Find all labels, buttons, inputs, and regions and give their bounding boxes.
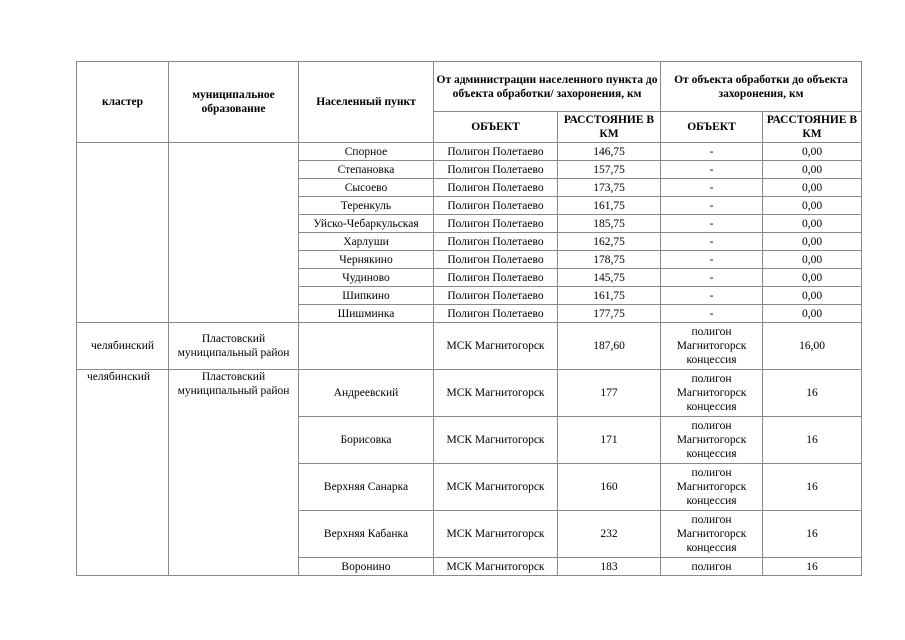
cell-distance-1: 145,75 xyxy=(558,269,661,287)
cell-object-1: МСК Магнитогорск xyxy=(434,558,558,576)
cell-settlement: Воронино xyxy=(299,558,434,576)
cell-object-2: - xyxy=(661,143,763,161)
table-row xyxy=(77,370,862,417)
cell-distance-1: 177 xyxy=(558,370,661,417)
cell-distance-2: 16 xyxy=(763,370,862,417)
cell-distance-2: 0,00 xyxy=(763,143,862,161)
table-row xyxy=(77,143,862,161)
cell-distance-1: 185,75 xyxy=(558,215,661,233)
cell-distance-2: 0,00 xyxy=(763,161,862,179)
cell-municipality: Пластовский муниципальный район xyxy=(169,370,299,576)
cell-distance-2: 0,00 xyxy=(763,287,862,305)
cell-distance-1: 177,75 xyxy=(558,305,661,323)
cell-object-1: Полигон Полетаево xyxy=(434,251,558,269)
cell-object-2: полигон Магнитогорск концессия xyxy=(661,511,763,558)
cell-distance-1: 171 xyxy=(558,417,661,464)
cell-settlement: Андреевский xyxy=(299,370,434,417)
cell-object-1: Полигон Полетаево xyxy=(434,233,558,251)
cell-municipality xyxy=(169,143,299,323)
cell-distance-1: 183 xyxy=(558,558,661,576)
cell-distance-2: 16 xyxy=(763,417,862,464)
cell-object-1: Полигон Полетаево xyxy=(434,215,558,233)
cell-settlement: Борисовка xyxy=(299,417,434,464)
cell-distance-2: 16 xyxy=(763,511,862,558)
header-cluster: кластер xyxy=(77,62,169,143)
cell-object-1: МСК Магнитогорск xyxy=(434,417,558,464)
cell-object-1: Полигон Полетаево xyxy=(434,143,558,161)
cell-object-2: - xyxy=(661,197,763,215)
cell-cluster xyxy=(77,143,169,323)
cell-object-2: - xyxy=(661,215,763,233)
cell-object-2: полигон Магнитогорск концессия xyxy=(661,323,763,370)
header-municipality: муниципальное образование xyxy=(169,62,299,143)
cell-settlement: Спорное xyxy=(299,143,434,161)
cell-distance-2: 0,00 xyxy=(763,305,862,323)
cell-settlement: Теренкуль xyxy=(299,197,434,215)
cell-object-1: Полигон Полетаево xyxy=(434,179,558,197)
cell-settlement: Шипкино xyxy=(299,287,434,305)
cell-settlement: Верхняя Санарка xyxy=(299,464,434,511)
cell-object-1: Полигон Полетаево xyxy=(434,161,558,179)
cell-distance-2: 16,00 xyxy=(763,323,862,370)
cell-settlement: Харлуши xyxy=(299,233,434,251)
cell-distance-1: 162,75 xyxy=(558,233,661,251)
cell-object-1: МСК Магнитогорск xyxy=(434,370,558,417)
cell-cluster: челябинский xyxy=(77,323,169,370)
cell-distance-1: 187,60 xyxy=(558,323,661,370)
cell-object-1: МСК Магнитогорск xyxy=(434,464,558,511)
cell-object-2: полигон xyxy=(661,558,763,576)
distance-table xyxy=(76,61,862,576)
header-object-2: ОБЪЕКТ xyxy=(661,112,763,143)
cell-settlement: Верхняя Кабанка xyxy=(299,511,434,558)
cell-settlement: Чудиново xyxy=(299,269,434,287)
cell-object-1: МСК Магнитогорск xyxy=(434,323,558,370)
header-group-processing-to-burial: От объекта обработки до объекта захоронения, км xyxy=(661,62,862,112)
header-distance-1: РАССТОЯНИЕ В КМ xyxy=(558,112,661,143)
cell-object-2: - xyxy=(661,287,763,305)
cell-distance-2: 0,00 xyxy=(763,233,862,251)
cell-settlement: Сысоево xyxy=(299,179,434,197)
cell-distance-1: 161,75 xyxy=(558,197,661,215)
header-settlement: Населенный пункт xyxy=(299,62,434,143)
cell-distance-2: 0,00 xyxy=(763,215,862,233)
cell-settlement: Степановка xyxy=(299,161,434,179)
cell-object-1: МСК Магнитогорск xyxy=(434,511,558,558)
cell-object-2: - xyxy=(661,161,763,179)
cell-distance-1: 178,75 xyxy=(558,251,661,269)
cell-object-2: - xyxy=(661,251,763,269)
header-group-admin-to-processing: От администрации населенного пункта до объекта обработки/ захоронения, км xyxy=(434,62,661,112)
cell-object-1: Полигон Полетаево xyxy=(434,197,558,215)
cell-distance-1: 146,75 xyxy=(558,143,661,161)
cell-distance-2: 0,00 xyxy=(763,269,862,287)
cell-municipality: Пластовский муниципальный район xyxy=(169,323,299,370)
cell-object-1: Полигон Полетаево xyxy=(434,305,558,323)
cell-object-2: полигон Магнитогорск концессия xyxy=(661,417,763,464)
cell-object-1: Полигон Полетаево xyxy=(434,269,558,287)
table-row xyxy=(77,323,862,370)
cell-distance-2: 0,00 xyxy=(763,251,862,269)
cell-distance-1: 161,75 xyxy=(558,287,661,305)
cell-object-2: - xyxy=(661,179,763,197)
cell-object-2: - xyxy=(661,233,763,251)
cell-settlement: Уйско-Чебаркульская xyxy=(299,215,434,233)
cell-distance-1: 160 xyxy=(558,464,661,511)
cell-distance-2: 16 xyxy=(763,558,862,576)
cell-object-1: Полигон Полетаево xyxy=(434,287,558,305)
cell-distance-2: 0,00 xyxy=(763,197,862,215)
cell-distance-1: 232 xyxy=(558,511,661,558)
cell-settlement: Чернякино xyxy=(299,251,434,269)
cell-distance-1: 173,75 xyxy=(558,179,661,197)
cell-distance-2: 16 xyxy=(763,464,862,511)
cell-object-2: - xyxy=(661,305,763,323)
cell-object-2: полигон Магнитогорск концессия xyxy=(661,370,763,417)
cell-distance-1: 157,75 xyxy=(558,161,661,179)
cell-settlement: Шишминка xyxy=(299,305,434,323)
header-distance-2: РАССТОЯНИЕ В КМ xyxy=(763,112,862,143)
cell-settlement xyxy=(299,323,434,370)
cell-cluster: челябинский xyxy=(77,370,169,576)
header-object-1: ОБЪЕКТ xyxy=(434,112,558,143)
cell-distance-2: 0,00 xyxy=(763,179,862,197)
cell-object-2: - xyxy=(661,269,763,287)
cell-object-2: полигон Магнитогорск концессия xyxy=(661,464,763,511)
